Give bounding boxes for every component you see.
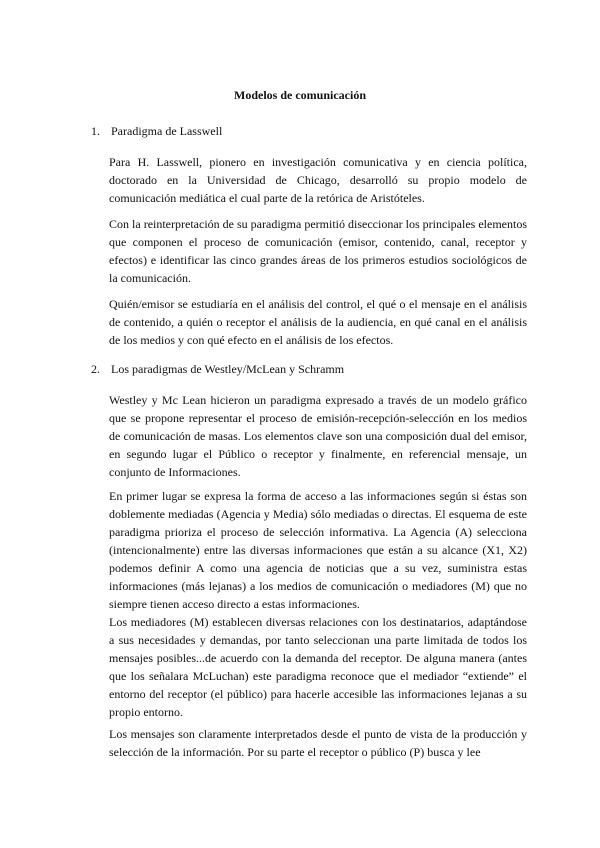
section-number: 2. [91, 362, 100, 376]
paragraph: Con la reinterpretación de su paradigma permitió diseccionar los principales elementos que componen el proceso de comunicación (emisor, contenido, canal, receptor y efectos) e identificar las cinco grandes áreas de los primeros estudios sociológicos de la comunicación. [109, 217, 527, 285]
section-number: 1. [91, 124, 100, 138]
section-heading-westley [91, 361, 344, 377]
section-heading-lasswell [91, 123, 222, 139]
paragraph: Quién/emisor se estudiaría en el análisis del control, el qué o el mensaje en el análisis de contenido, a quién o receptor el análisis de la audiencia, en qué canal en el análisis de los medios y con qué efecto en el análisis de los efectos. [109, 297, 527, 347]
paragraph: Westley y Mc Lean hicieron un paradigma expresado a través de un modelo gráfico que se propone representar el proceso de emisión-recepción-selección en los medios de comunicación de masas. Los elementos clave son una composición dual del emisor, en segundo lugar el Público o receptor y finalmente, en referencial mensaje, un conjunto de Informaciones. [109, 393, 527, 479]
page-title: Modelos de comunicación [234, 88, 366, 102]
section-heading-text: Los paradigmas de Westley/McLean y Schramm [111, 362, 345, 376]
paragraph: Los mensajes son claramente interpretados desde el punto de vista de la producción y selección de la información. Por su parte el receptor o público (P) busca y lee [109, 727, 527, 759]
paragraph: En primer lugar se expresa la forma de acceso a las informaciones según si éstas son doblemente mediadas (Agencia y Media) sólo mediadas o directas. El esquema de este paradigma prioriza el proceso de selección informativa. La Agencia (A) selecciona (intencionalmente) entre las diversas informaciones que están a su alcance (X1, X2) podemos definir A como una agencia de noticias que a su vez, suministra estas informaciones (más lejanas) a los medios de comunicación o mediadores (M) que no siempre tienen acceso directo a estas informaciones. [109, 489, 527, 611]
paragraph: Para H. Lasswell, pionero en investigación comunicativa y en ciencia política, doctorado en la Universidad de Chicago, desarrolló su propio modelo de comunicación mediática el cual parte de la retórica de Aristóteles. [109, 155, 527, 205]
section-heading-text: Paradigma de Lasswell [111, 124, 223, 138]
paragraph: Los mediadores (M) establecen diversas relaciones con los destinatarios, adaptándose a sus necesidades y demandas, por tanto seleccionan una parte limitada de todos los mensajes posibles...de acuerdo con la demanda del receptor. De alguna manera (antes que los señalara McLuchan) este paradigma reconoce que el mediador “extiende” el entorno del receptor (el público) para hacerle accesible las informaciones lejanas a su propio entorno. [109, 615, 527, 719]
